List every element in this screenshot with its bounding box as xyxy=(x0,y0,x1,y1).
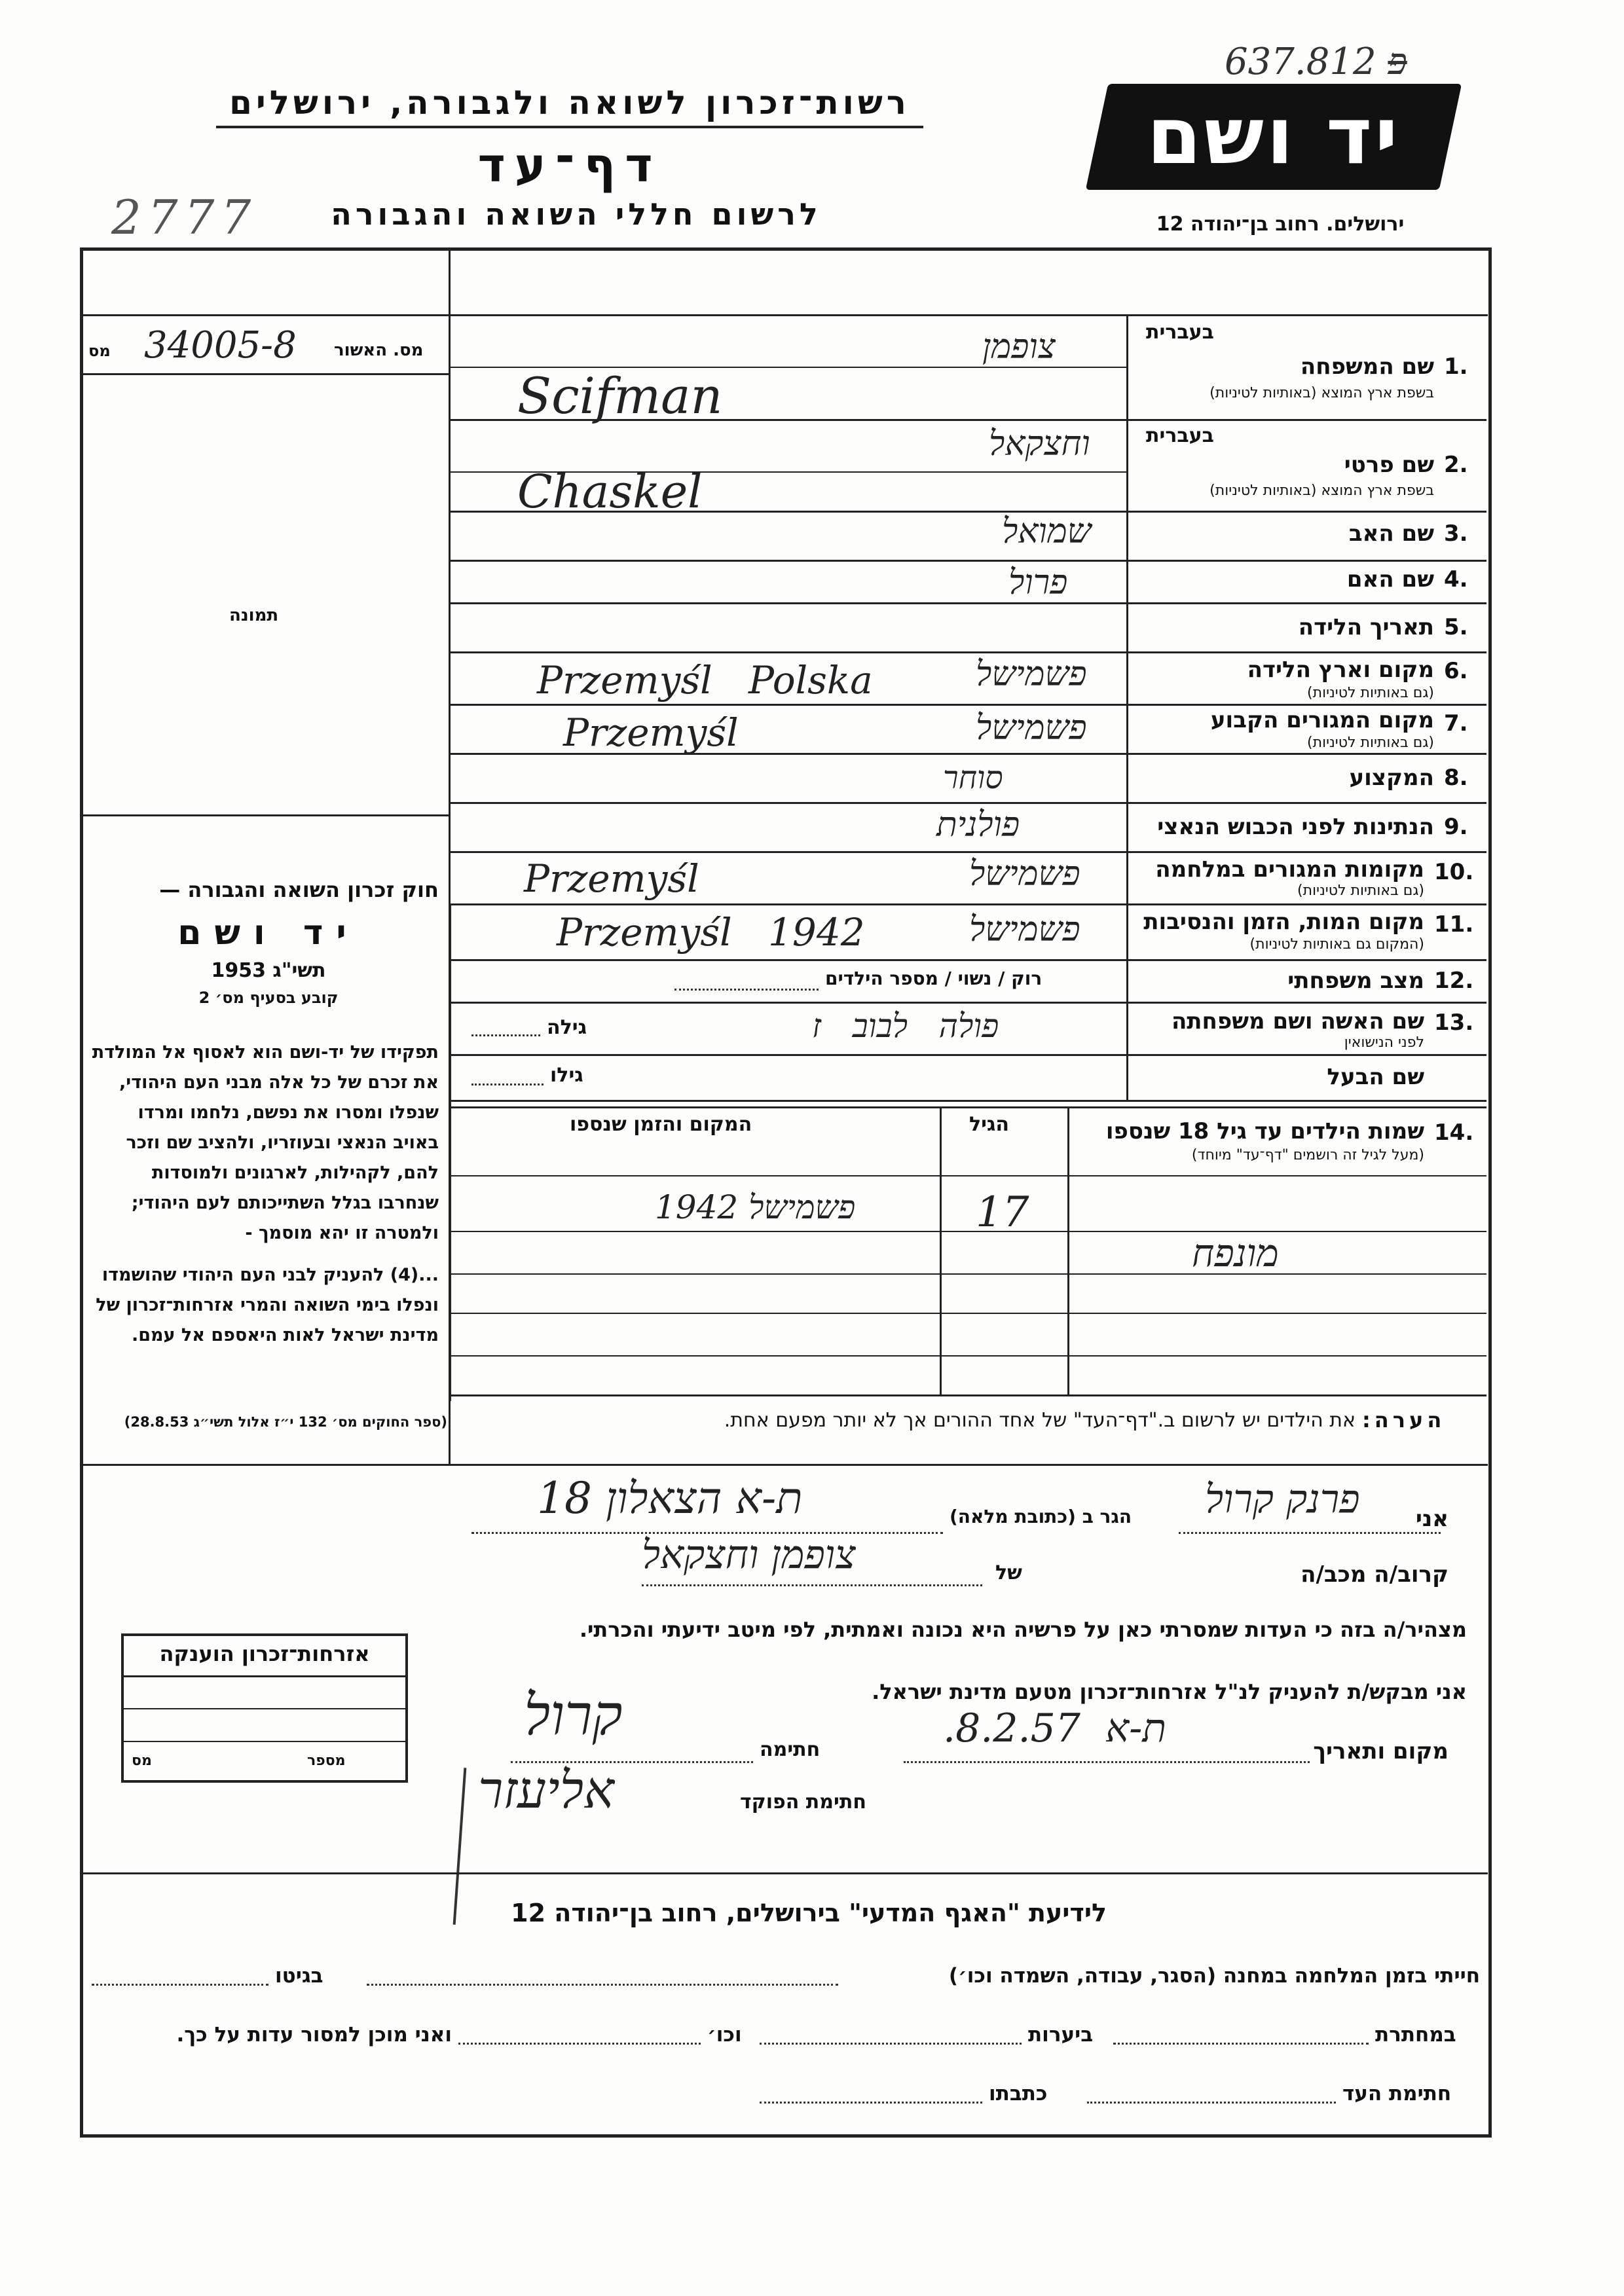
field-2-value-latin: Chaskel xyxy=(517,465,703,519)
address: ירושלים. רחוב בן־יהודה 12 xyxy=(1156,213,1405,236)
of-value: צופמן וחצקאל xyxy=(642,1532,856,1578)
field-12-number: 12. xyxy=(1434,968,1474,994)
footer-line1-fill-2 xyxy=(92,1984,268,1986)
field-1-sub: בשפת ארץ המוצא (באותיות לטיניות) xyxy=(1209,385,1434,401)
law-section: קובע בסעיף מס׳ 2 xyxy=(198,989,339,1007)
children-col-place: המקום והזמן שנספו xyxy=(570,1113,752,1136)
citizenship-number-label: מספר xyxy=(307,1753,346,1769)
field-4-value: פרול xyxy=(1008,563,1068,602)
authority-title: רשות־זכרון לשואה ולגבורה, ירושלים xyxy=(216,84,923,128)
footer-underground: במחתרת xyxy=(1375,2023,1456,2047)
field-1-label: שם המשפחה xyxy=(1300,354,1434,380)
field-13-number: 13. xyxy=(1434,1010,1474,1036)
field-6-label: מקום וארץ הלידה xyxy=(1247,657,1434,683)
form-title: דף־עד xyxy=(477,137,662,192)
field-6-value-hebrew: פשמישל xyxy=(976,655,1087,694)
citizenship-box xyxy=(121,1633,408,1783)
signature-value: קרול xyxy=(524,1683,623,1748)
field-4-label: שם האם xyxy=(1346,566,1434,592)
field-1-value-hebrew: צופמן xyxy=(982,327,1056,367)
field-2-number: 2. xyxy=(1444,452,1468,478)
field-6-value-latin: Przemyśl Polska xyxy=(537,658,873,702)
note-text: את הילדים יש לרשום ב."דף־העד" של אחד ההורים אך לא יותר מפעם אחת. xyxy=(724,1409,1356,1432)
footer-address-line xyxy=(760,2102,982,2104)
field-7-sub: (גם באותיות לטיניות) xyxy=(1307,735,1434,751)
field-12-label: מצב משפחתי xyxy=(1287,968,1424,994)
field-10-value-hebrew: פשמישל xyxy=(969,854,1080,894)
place-date-line xyxy=(904,1761,1310,1763)
field-13-label: שם האשה ושם משפחתה xyxy=(1171,1008,1424,1034)
form-subtitle: לרשום חללי השואה והגבורה xyxy=(331,196,822,232)
declaration-request: אני מבקש/ת להעניק לנ"ל אזרחות־זכרון מטעם מדינת ישראל. xyxy=(872,1679,1467,1704)
corner-prefix: פ xyxy=(1388,41,1407,83)
field-5-number: 5. xyxy=(1444,614,1468,640)
field-3-value: שמואל xyxy=(1002,512,1092,551)
field-13-age-line xyxy=(471,1034,540,1036)
registration-suffix: מס xyxy=(88,342,111,360)
footer-line1-label: חייתי בזמן המלחמה במחנה (הסגר, עבודה, השמדה וכו׳) xyxy=(948,1964,1480,1988)
officer-signature-label: חתימת הפוקד xyxy=(740,1791,866,1813)
footer-underground-line xyxy=(1113,2043,1369,2045)
relative-label: קרוב/ה מכב/ה xyxy=(1301,1561,1449,1588)
law-text-2: ...(4) להעניק לבני העם היהודי שהושמדו ונפלו בימי השואה והמרי אזרחות־זכרון של מדינת ישראל לאות היאספם אל עמם. xyxy=(96,1265,439,1345)
officer-signature-value: אליעזר xyxy=(478,1761,614,1820)
field-7-label: מקום המגורים הקבוע xyxy=(1210,707,1434,733)
field-10-label: מקומות המגורים במלחמה xyxy=(1155,856,1424,883)
field-8-number: 8. xyxy=(1444,765,1468,791)
footer-address-label: כתבתו xyxy=(989,2082,1048,2105)
field-7-number: 7. xyxy=(1444,710,1468,737)
footer-witness-signature: חתימת העד xyxy=(1342,2082,1452,2105)
citizenship-number-suffix: מס xyxy=(132,1753,152,1769)
footer-line1-end: בגיטו xyxy=(275,1964,323,1988)
citizenship-box-title: אזרחות־זכרון הוענקה xyxy=(159,1641,370,1666)
place-date-value: ת-א 8.2.57. xyxy=(943,1705,1166,1751)
registration-value: 34005-8 xyxy=(144,324,297,367)
declarant-name-line xyxy=(1179,1532,1441,1534)
field-2-label: שם פרטי xyxy=(1344,452,1434,478)
husband-label: שם הבעל xyxy=(1327,1064,1424,1090)
of-line xyxy=(642,1584,982,1586)
field-1-number: 1. xyxy=(1444,354,1468,380)
children-col-age: הגיל xyxy=(969,1113,1009,1136)
child-row-1-place: פשמישל 1942 xyxy=(655,1188,856,1226)
field-10-sub: (גם באותיות לטיניות) xyxy=(1297,883,1424,899)
corner-reference xyxy=(1225,41,1407,83)
law-text: תפקידו של יד-ושם הוא לאסוף אל המולדת את זכרם של כל אלה מבני העם היהודי, שנפלו ומסרו את נפשם, נלחמו ומרדו באויב הנאצי ובעוזריו, ולהציב שם וזכר להם, לקהילות, לארגונים ולמוסדות שנחרבו בגלל השתייכותם לעם היהודי; ולמטרה זו יהא מוסמך - xyxy=(92,1042,439,1243)
field-7-value-hebrew: פשמישל xyxy=(976,708,1087,748)
handwritten-number: 2777 xyxy=(111,190,258,245)
field-2-script-label: בעברית xyxy=(1146,424,1214,447)
law-reference: (ספר החוקים מס׳ 132 י״ז אלול תשי״ג 28.8.53) xyxy=(124,1414,447,1430)
photo-label: תמונה xyxy=(229,606,279,625)
corner-ref-number: 637.812 xyxy=(1225,41,1376,83)
field-1-script-label: בעברית xyxy=(1146,321,1214,344)
footer-forests-line xyxy=(760,2043,1022,2045)
field-11-number: 11. xyxy=(1434,911,1474,938)
field-3-number: 3. xyxy=(1444,520,1468,547)
law-year: תשי"ג 1953 xyxy=(211,959,326,982)
field-9-number: 9. xyxy=(1444,814,1468,840)
field-6-number: 6. xyxy=(1444,658,1468,684)
field-7-value-latin: Przemyśl xyxy=(563,710,739,755)
declarant-address: ת-א הצאלון 18 xyxy=(537,1473,803,1523)
law-name: יד ושם xyxy=(177,913,360,953)
field-2-value-hebrew: וחצקאל xyxy=(989,424,1090,464)
registration-label: מס. האשור xyxy=(334,340,424,360)
children-sub: (מעל לגיל זה רושמים "דף־עד" מיוחד) xyxy=(1191,1147,1424,1163)
field-5-label: תאריך הלידה xyxy=(1298,614,1434,640)
footer-title: לידיעת "האגף המדעי" בירושלים, רחוב בן־יהודה 12 xyxy=(511,1899,1107,1927)
field-3-label: שם האב xyxy=(1348,520,1434,547)
field-2-sub: בשפת ארץ המוצא (באותיות לטיניות) xyxy=(1209,483,1434,499)
footer-forests: ביערות xyxy=(1028,2023,1094,2047)
field-6-sub: (גם באותיות לטיניות) xyxy=(1307,685,1434,701)
field-9-value: פולנית xyxy=(936,805,1020,845)
field-12-extra: רוק / נשוי / מספר הילדים xyxy=(825,968,1043,989)
children-label: שמות הילדים עד גיל 18 שנספו xyxy=(1105,1118,1424,1144)
children-number: 14. xyxy=(1434,1120,1474,1146)
field-13-value: פולה לבוב ז xyxy=(812,1007,999,1045)
declaration-ani: אני xyxy=(1415,1506,1449,1532)
field-12-fill-line xyxy=(674,989,819,991)
footer-etc: וכו׳ xyxy=(707,2023,742,2047)
field-10-value-latin: Przemyśl xyxy=(524,856,699,901)
footer-etc-line xyxy=(458,2043,701,2045)
field-9-label: הנתינות לפני הכבוש הנאצי xyxy=(1157,814,1434,840)
footer-line1-fill xyxy=(367,1984,838,1986)
signature-label: חתימה xyxy=(760,1738,821,1761)
footer-witness-line xyxy=(1087,2102,1336,2104)
child-row-1-age: 17 xyxy=(976,1188,1029,1237)
place-date-label: מקום ותאריך xyxy=(1313,1738,1449,1764)
child-row-1-name: מונפח xyxy=(1192,1231,1279,1275)
of-label: של xyxy=(995,1561,1022,1584)
field-11-value-latin: Przemyśl 1942 xyxy=(557,910,865,955)
declarant-name: פרנק קרול xyxy=(1205,1476,1360,1522)
resident-label: הגר ב (כתובת מלאה) xyxy=(950,1506,1132,1527)
yad-vashem-logo: יד ושם xyxy=(1086,84,1462,190)
field-1-value-latin: Scifman xyxy=(517,367,723,425)
field-11-label: מקום המות, הזמן והנסיבות xyxy=(1143,909,1424,935)
law-title: חוק זכרון השואה והגבורה — xyxy=(159,877,439,902)
footer-testimony: ואני מוכן למסור עדות על כך. xyxy=(176,2023,452,2047)
field-4-number: 4. xyxy=(1444,566,1468,592)
husband-age-line xyxy=(471,1084,544,1085)
field-8-value: סוחר xyxy=(943,759,1003,796)
declaration-statement: מצהיר/ה בזה כי העדות שמסרתי כאן על פרשיה היא נכונה ואמתית, לפי מיטב ידיעתי והכרתי. xyxy=(579,1617,1467,1642)
field-11-value-hebrew: פשמישל xyxy=(969,910,1080,949)
field-11-sub: (המקום גם באותיות לטיניות) xyxy=(1249,936,1424,953)
field-10-number: 10. xyxy=(1434,859,1474,885)
field-13-sub: לפני הנישואין xyxy=(1344,1034,1424,1051)
husband-age-label: גילו xyxy=(550,1064,583,1087)
field-13-age-label: גילה xyxy=(547,1016,587,1039)
field-8-label: המקצוע xyxy=(1349,765,1434,791)
note-label: הערה: xyxy=(1362,1408,1446,1432)
